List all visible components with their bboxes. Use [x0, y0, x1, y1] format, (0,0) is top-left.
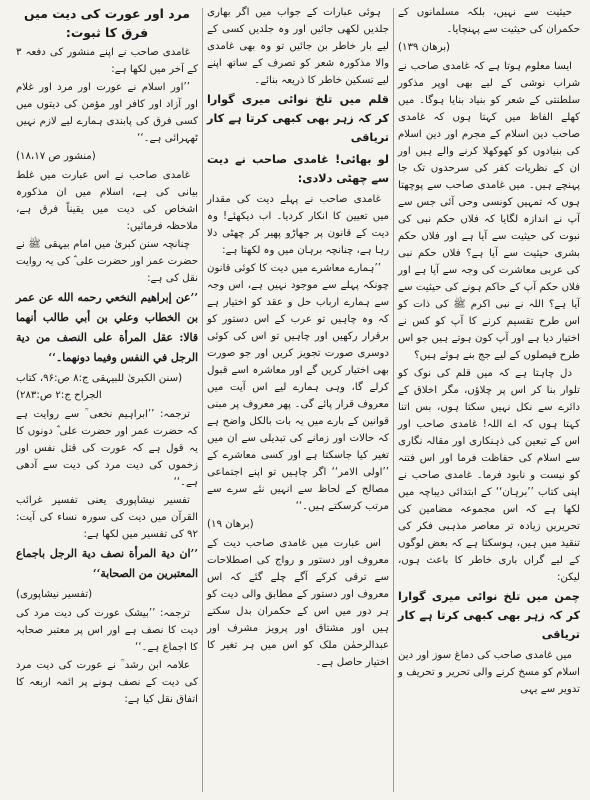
paragraph: غامدی صاحب نے اس عبارت میں غلط بیانی کی ہے، اسلام میں ان مذکورہ اشخاص کی دیت میں یقیناً فرق ہے، ملاحظہ فرمائیں:: [16, 170, 198, 232]
paragraph: دل چاہتا ہے کہ میں قلم کی نوک کو تلوار بنا کر اس پر چلاؤں، مگر اخلاق کے دائرے سے نکل نہیں سکتا ہوں، بس اتنا کہتا ہوں کہ اے اللہ! غامدی صاحب اور اس کے تبعین کی ذہنکاری اور مقالہ نگاری سے اسلام کی حفاظت فرما اور اس فتنہ کو نیست و نابود فرما۔ غامدی صاحب نے اپنی کتاب ’’برہان‘‘ کے ابتدائی دیباچہ میں لکھا ہے کہ اس مجموعہ مضامین کی تحریریں زیادہ تر معاصر مذہبی فکر کی تنقید میں ہیں، ہوسکتا ہے کہ بعض لوگوں کے لیے گراں باری خاطر کا باعث ہوں، لیکن:: [398, 368, 580, 583]
citation: (تفسیر نیشاپوری): [16, 589, 93, 600]
paragraph: علامہ ابن رشد ؒ نے عورت کی دیت مرد کی دیت کے نصف ہونے پر ائمہ اربعہ کا اتفاق نقل کیا ہے:: [16, 660, 198, 705]
quotation: ’’ہمارے معاشرے میں دیت کا کوئی قانون چونکہ پہلے سے موجود نہیں ہے، اس وجہ سے ہمارے ارباب حل و عقد کو اختیار ہے کہ وہ چاہیں تو عرب کے اس دستور کو برقرار رکھیں اور چاہیں تو اس کی کوئی دوسری صورت تجویز کریں اور جو صورت بھی اختیار کریں گے اور معاشرہ اسے قبول کرلے گا، وہی ہمارے لیے اس آیت میں معروف قرار پائے گی۔ پھر معروف پر مبنی قوانین کے بارے میں یہ بات بالکل واضح ہے کہ حالات اور زمانے کی تبدیلی سے ان میں تغیر کیا جاسکتا ہے اور کسی معاشرے کے ’’اولی الامر‘‘ اگر چاہیں تو اپنے اجتماعی مصالح کے لحاظ سے انہیں نئے سرے سے مرتب کرسکتے ہیں۔‘‘: [207, 263, 389, 512]
paragraph: حیثیت سے نہیں، بلکہ مسلمانوں کے حکمران کی حیثیت سے پہنچایا۔: [398, 7, 580, 35]
paragraph: تفسیر نیشاپوری یعنی تفسیر غرائب القرآن میں دیت کی سورہ نساء کی آیت: ۹۲ کی تفسیر میں لکھا ہے:: [16, 495, 198, 540]
paragraph: ہوئی عبارات کے جواب میں اگر بھاری جلدیں لکھی جائیں اور وہ جلدیں کسی کے لیے بار خاطر بن جائیں تو وہ بھی غامدی والا مذکورہ شعر کو تصرف کے ساتھ اپنے لیے تسکین خاطر کا ذریعہ بنائے۔: [207, 7, 389, 86]
quotation: ’’اور اسلام نے عورت اور مرد اور غلام اور آزاد اور کافر اور مؤمن کی دیتوں میں کسی فرق کی پابندی ہمارے لیے لازم نہیں ٹھہرائی ہے۔‘‘: [16, 82, 198, 144]
citation: (برھان ۱۳۹): [398, 42, 451, 53]
paragraph: چنانچہ سنن کبریٰ میں امام بیہقی ﷺ نے حضرت عمر اور حضرت علی ؓ کی یہ روایت نقل کی ہے:: [16, 239, 198, 284]
section-subheading: لو بھائی! غامدی صاحب نے دیت سے چھٹی دلادی:: [207, 153, 389, 185]
citation: (برھان ۱۹): [207, 519, 254, 530]
column-left: [12, 4, 202, 796]
citation: (منشور ص ۱۸،۱۷): [16, 151, 96, 162]
paragraph: اس عبارت میں غامدی صاحب دیت کے معروف اور دستور و رواج کی اصطلاحات سے ترقی کرکے آگے چلے گئے کہ اس معروف اور دستور کے مطابق والی دیت کو ہر دور میں اس کے حکمران بدل سکتے ہیں اور مشتاق اور پرویز مشرف اور عبدالرحمٰن ملک کو اس میں ہر تغیر کا اختیار حاصل ہے۔: [207, 538, 389, 668]
arabic-quotation: ’’ان دية المرأة نصف دية الرجل باجماع المعتبرين من الصحابة‘‘: [16, 547, 198, 580]
paragraph: ایسا معلوم ہوتا ہے کہ غامدی صاحب نے شراب نوشی کے لیے بھی اوپر مذکور سلطنتی کے شعر کو بنیاد بنایا ہوگا۔ میں کھلے الفاظ میں کہتا ہوں کہ غامدی صاحب دین اسلام کے مجرم اور دین اسلام کی بنیادوں کو کھوکھلا کرنے والے ہیں اور ان کے نظریات کفر کی سرحدوں تک جا پہنچے ہیں۔ میں غامدی صاحب سے پوچھتا ہوں کہ تمہیں کونسی وحی آئی جس سے آپ نے اندازہ لگایا کہ فلاں حکم نبی کی نبوت کی حیثیت سے آیا ہے اور فلاں حکم بشری حیثیت سے آیا ہے؟ فلاں حکم نبی کی عربی معاشرت کی وجہ سے آیا ہے اور فلاں حکم آپ کے حاکم ہونے کی حیثیت سے آیا ہے؟ اللہ نے نبی اکرم ﷺ کی ذات کو اس طرح تقسیم کرنے کا آپ کو کس نے اختیار دیا ہے اور آپ کون ہوتے ہیں جو اس طرح فیصلوں کے لیے جج بنے ہوئے ہیں؟: [398, 61, 580, 361]
poetry-verse: قلم میں تلخ نوائی میری گوارا کر کہ زہر بھی کبھی کرتا ہے کار تریاقی: [207, 93, 389, 144]
column-divider: [393, 8, 394, 792]
arabic-quotation: ’’عن إبراهيم النخعي رحمه الله عن عمر بن الخطاب وعلي بن أبي طالب أنهما قالا: عقل المرأة على النصف من دية الرجل في النفس وفيما دونهما۔‘‘: [16, 291, 198, 364]
column-divider: [202, 8, 203, 792]
paragraph: غامدی صاحب نے اپنے منشور کی دفعہ ۳ کے آخر میں لکھا ہے:: [16, 47, 198, 75]
poetry-verse: چمن میں تلخ نوائی میری گوارا کر کہ زہر بھی کبھی کرتا ہے کار تریاقی: [398, 590, 580, 641]
citation: (سنن الکبریٰ للبیہقی ج:۸ ص:۹۶، کتاب الجراح ج:۲ ص:۲۸۳): [16, 373, 183, 401]
translation: ترجمہ: ’’ابراہیم نخعی ؒ سے روایت ہے کہ حضرت عمر اور حضرت علی ؓ دونوں کا یہ قول ہے کہ عورت کی قتل نفس اور زخموں کی دیت مرد کی دیت سے آدھی ہے۔‘‘: [16, 409, 198, 488]
paragraph: غامدی صاحب نے پہلے دیت کی مقدار میں تعیین کا انکار کردیا۔ اب دیکھئے! وہ دیت کے قانون پر جھاڑو پھیر کر چھٹی دلا رہا ہے، چنانچہ برہان میں وہ لکھتا ہے:: [207, 194, 389, 256]
column-right: [394, 4, 584, 796]
paragraph: میں غامدی صاحب کی دماغ سوز اور دین اسلام کو مسخ کرنے والی تحریر و تحریف و تدویر سے یہی: [398, 650, 580, 695]
section-heading: مرد اور عورت کی دیت میں فرق کا ثبوت:: [24, 6, 190, 40]
column-middle: [203, 4, 393, 796]
translation: ترجمہ: ’’بیشک عورت کی دیت مرد کی دیت کا نصف ہے اور اس پر معتبر صحابہ کا اجماع ہے۔‘‘: [16, 608, 198, 653]
